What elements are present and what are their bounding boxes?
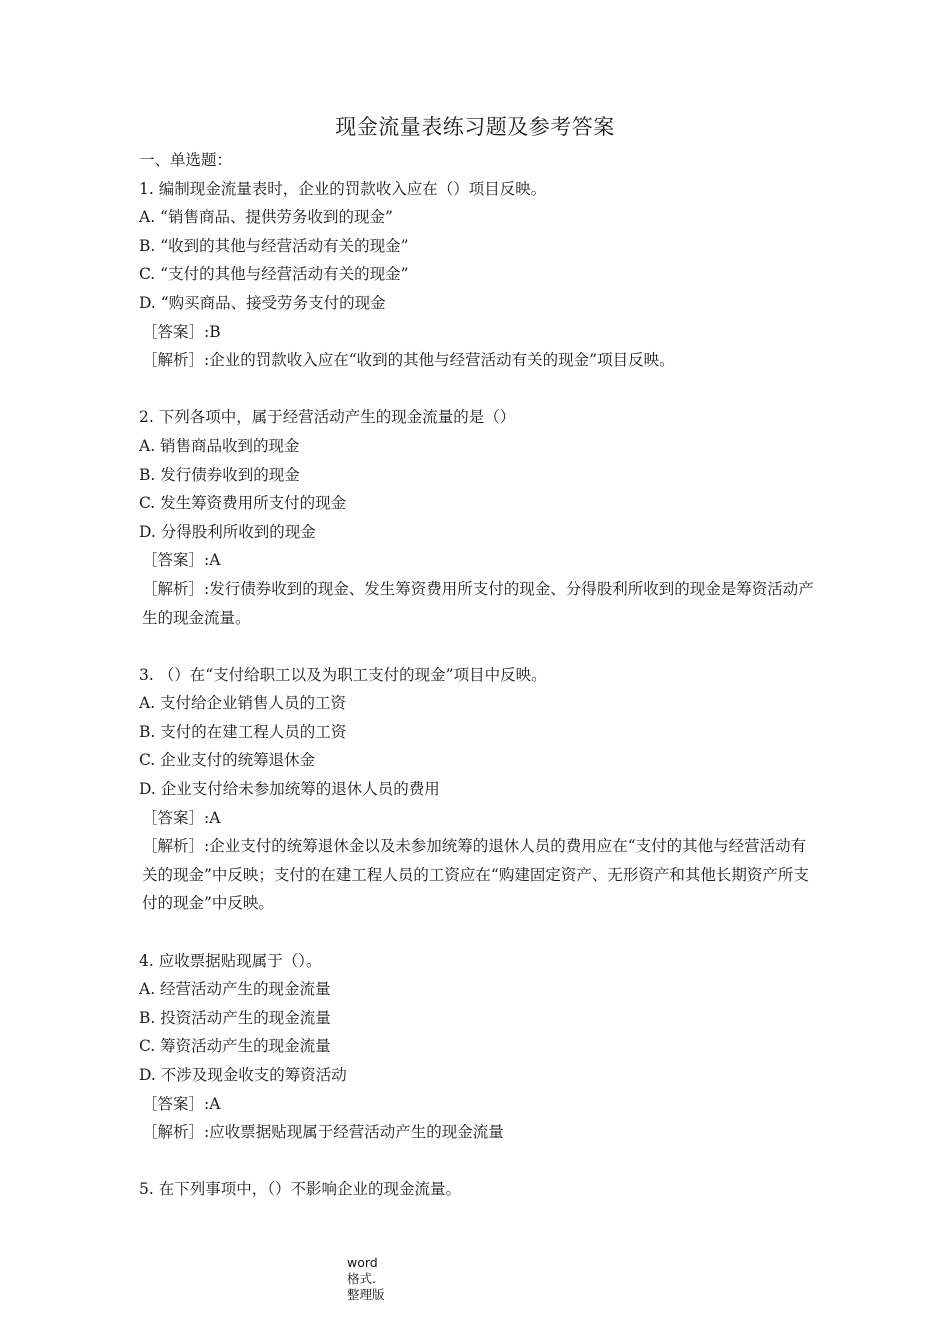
- answer: ［答案］:A: [142, 551, 221, 570]
- option-c: C. 企业支付的统筹退休金: [139, 751, 316, 770]
- spacer: [139, 1147, 819, 1176]
- footer-line: 格式.: [347, 1271, 376, 1286]
- option-d: D. 分得股利所收到的现金: [139, 522, 316, 541]
- question-stem: 4. 应收票据贴现属于（）。: [139, 951, 322, 970]
- footer-line: 整理版: [347, 1287, 385, 1302]
- explanation: ［解析］:企业支付的统筹退休金以及未参加统筹的退休人员的费用应在“支付的其他与经营活动有关的现金”中反映；支付的在建工程人员的工资应在“购建固定资产、无形资产和其他长期资产所支付的现金”中反映。: [142, 837, 809, 913]
- explanation: ［解析］:应收票据贴现属于经营活动产生的现金流量: [142, 1123, 504, 1142]
- explanation: ［解析］:企业的罚款收入应在“收到的其他与经营活动有关的现金”项目反映。: [142, 351, 675, 370]
- footer-line: word: [347, 1255, 378, 1270]
- spacer: [139, 632, 819, 661]
- question-5: [139, 1175, 819, 1204]
- option-a: A. 销售商品收到的现金: [139, 436, 300, 455]
- option-d: D. 不涉及现金收支的筹资活动: [139, 1066, 347, 1084]
- option-a: A. 经营活动产生的现金流量: [139, 980, 331, 999]
- spacer: [139, 918, 819, 947]
- explanation: ［解析］:发行债券收到的现金、发生筹资费用所支付的现金、分得股利所收到的现金是筹资活动产生的现金流量。: [142, 579, 814, 627]
- option-b: B. “收到的其他与经营活动有关的现金”: [139, 236, 409, 255]
- question-1: [139, 175, 819, 375]
- question-stem: 2. 下列各项中，属于经营活动产生的现金流量的是（）: [139, 408, 516, 427]
- option-b: B. 投资活动产生的现金流量: [139, 1008, 331, 1027]
- question-stem: 1. 编制现金流量表时，企业的罚款收入应在（）项目反映。: [139, 179, 547, 198]
- question-2: [139, 403, 819, 632]
- option-c: C. 发生筹资费用所支付的现金: [139, 494, 347, 513]
- option-b: B. 发行债券收到的现金: [139, 465, 300, 484]
- answer: ［答案］:B: [142, 322, 221, 341]
- spacer: [139, 375, 819, 404]
- option-d: D. 企业支付给未参加统筹的退休人员的费用: [139, 780, 440, 799]
- question-stem: 5. 在下列事项中，（）不影响企业的现金流量。: [139, 1180, 461, 1199]
- document-body: [139, 146, 819, 1204]
- question-4: [139, 947, 819, 1147]
- question-3: [139, 661, 819, 918]
- option-a: A. “销售商品、提供劳务收到的现金”: [139, 208, 393, 227]
- page-title: 现金流量表练习题及参考答案: [335, 115, 615, 139]
- answer: ［答案］:A: [142, 808, 221, 827]
- footer-note: [347, 1255, 385, 1303]
- section-heading: 一、单选题：: [139, 151, 233, 169]
- question-stem: 3. （）在“支付给职工以及为职工支付的现金”项目中反映。: [139, 665, 547, 684]
- answer: ［答案］:A: [142, 1094, 221, 1113]
- option-d: D. “购买商品、接受劳务支付的现金: [139, 293, 386, 312]
- option-b: B. 支付的在建工程人员的工资: [139, 722, 347, 741]
- option-c: C. “支付的其他与经营活动有关的现金”: [139, 265, 409, 284]
- option-c: C. 筹资活动产生的现金流量: [139, 1037, 331, 1056]
- option-a: A. 支付给企业销售人员的工资: [139, 694, 347, 713]
